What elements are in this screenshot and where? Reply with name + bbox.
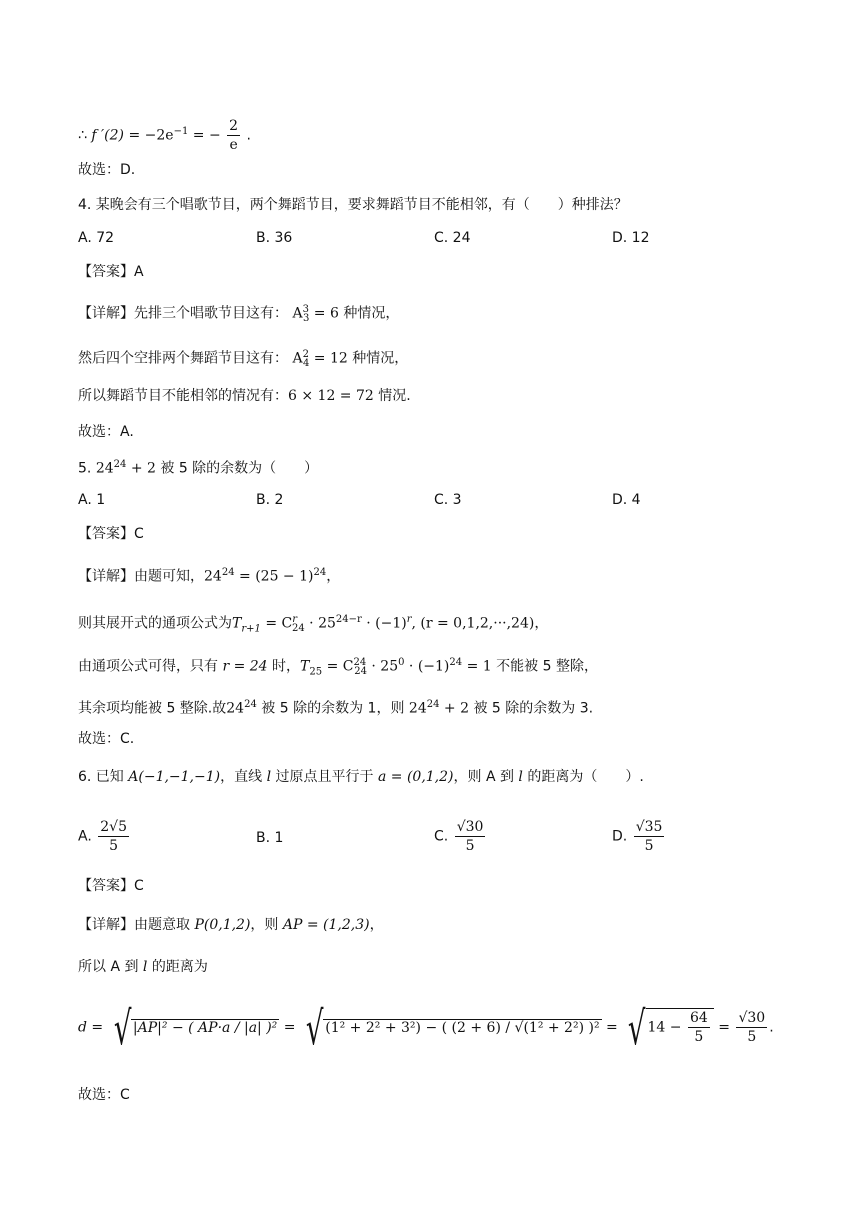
text: 不能被 5 整除， bbox=[491, 658, 598, 675]
fraction bbox=[688, 1009, 710, 1046]
sup: 24−r bbox=[335, 614, 362, 625]
math: · (−1) bbox=[361, 615, 407, 632]
q5-option-c: C. 3 bbox=[434, 492, 462, 508]
text: 6. 已知 bbox=[78, 769, 124, 785]
text: ，则 bbox=[250, 917, 279, 933]
text: 被 5 除的余数为 3. bbox=[469, 700, 594, 717]
math: · 25 bbox=[366, 658, 399, 675]
math-eq: = bbox=[606, 1019, 618, 1036]
text: 时， bbox=[272, 658, 301, 675]
frac-den: e bbox=[229, 137, 238, 153]
text: 被 5 除的余数为 1，则 bbox=[256, 700, 409, 717]
sub: 4 bbox=[302, 358, 310, 370]
math-l: l bbox=[138, 959, 152, 975]
math-vector-a: a = (0,1,2) bbox=[373, 769, 454, 785]
math: + 2 bbox=[126, 460, 156, 477]
fraction bbox=[634, 818, 665, 855]
text: ， bbox=[326, 568, 341, 585]
frac-num: 2 bbox=[229, 118, 239, 134]
math-l: l bbox=[262, 769, 276, 785]
q5-detail-4 bbox=[78, 695, 593, 719]
math: A bbox=[292, 350, 303, 367]
math-vector-ap: AP = (1,2,3) bbox=[278, 917, 370, 933]
period: . bbox=[769, 1019, 774, 1036]
sup: 3 bbox=[302, 304, 309, 315]
text: 然后四个空排两个舞蹈节目这有： bbox=[78, 350, 288, 367]
q4-option-c: C. 24 bbox=[434, 230, 471, 246]
text: 其余项均能被 5 整除.故 bbox=[78, 700, 227, 717]
text: 所以 A 到 bbox=[78, 959, 139, 975]
math: A bbox=[292, 305, 303, 322]
text: ， bbox=[369, 917, 384, 933]
label: C. bbox=[434, 828, 449, 845]
math-mid: = −2e bbox=[128, 127, 174, 144]
num: 64 bbox=[689, 1010, 708, 1026]
q4-answer: 【答案】A bbox=[78, 264, 144, 280]
q6-pick: 故选：C bbox=[78, 1087, 130, 1103]
result-fraction bbox=[736, 1009, 767, 1046]
text: ，则 A 到 bbox=[453, 769, 514, 785]
math: 14 − bbox=[647, 1019, 686, 1036]
math-lhs: f ′(2) bbox=[91, 127, 125, 144]
math: r = 24 bbox=[218, 658, 273, 675]
math: T bbox=[232, 615, 242, 632]
q4-option-b: B. 36 bbox=[256, 230, 293, 246]
math-l: l bbox=[513, 769, 528, 785]
text: ， bbox=[534, 615, 549, 632]
math: · 25 bbox=[304, 615, 336, 632]
text: ，直线 bbox=[220, 769, 263, 785]
text: 种情况， bbox=[347, 350, 409, 367]
q5-detail-1 bbox=[78, 563, 340, 587]
num: √35 bbox=[635, 819, 663, 835]
sup: 2 bbox=[302, 349, 309, 360]
math-point-p: P(0,1,2) bbox=[190, 917, 251, 933]
sup: 24 bbox=[221, 567, 235, 578]
math: 6 × 12 = 72 bbox=[288, 388, 374, 404]
sup: 24 bbox=[353, 657, 367, 668]
sqrt-sign: √ bbox=[113, 1000, 132, 1055]
q5-pick: 故选：C. bbox=[78, 731, 135, 747]
sqrt-content-1: |AP|² − ( AP·a / |a| )² bbox=[132, 1019, 278, 1036]
q-number: 5. bbox=[78, 460, 92, 477]
q4-detail-2 bbox=[78, 345, 408, 374]
text: 由通项公式可得，只有 bbox=[78, 658, 218, 675]
math: 24 bbox=[408, 700, 427, 717]
sqrt-content-3 bbox=[646, 1008, 714, 1046]
q5-detail-3 bbox=[78, 653, 598, 682]
math-eq: = − bbox=[192, 127, 221, 144]
text: 被 5 除的余数为（ ） bbox=[155, 460, 319, 477]
q6-option-c bbox=[434, 818, 487, 855]
math: = 1 bbox=[462, 658, 492, 675]
den: 5 bbox=[694, 1029, 704, 1045]
math: T bbox=[300, 658, 310, 675]
math-point-a: A(−1,−1,−1) bbox=[123, 769, 221, 785]
derivative-result-line bbox=[78, 117, 251, 154]
den: 5 bbox=[644, 838, 654, 854]
sub: r+1 bbox=[241, 623, 261, 635]
math: = C bbox=[322, 658, 354, 675]
label: A. bbox=[78, 828, 92, 845]
q4-stem: 4. 某晚会有三个唱歌节目，两个舞蹈节目，要求舞蹈节目不能相邻，有（ ）种排法？ bbox=[78, 197, 628, 213]
num: √30 bbox=[738, 1010, 766, 1026]
text: 种情况， bbox=[338, 305, 400, 322]
q5-answer: 【答案】C bbox=[78, 526, 144, 542]
q6-detail-2 bbox=[78, 957, 208, 977]
sub: 25 bbox=[309, 666, 323, 678]
q4-detail-1 bbox=[78, 300, 399, 329]
q4-detail-3 bbox=[78, 386, 411, 406]
therefore-symbol: ∴ bbox=[78, 127, 87, 144]
den: 5 bbox=[109, 838, 119, 854]
sup: r bbox=[292, 614, 297, 625]
sub: 24 bbox=[292, 623, 305, 635]
math: 24 bbox=[95, 460, 114, 477]
sqrt-sign: √ bbox=[305, 1000, 324, 1055]
q5-detail-2 bbox=[78, 610, 548, 639]
q5-stem bbox=[78, 455, 318, 479]
q5-option-d: D. 4 bbox=[612, 492, 641, 508]
sup: r bbox=[406, 614, 412, 625]
sqrt-sign: √ bbox=[628, 1000, 646, 1055]
text: 的距离为 bbox=[151, 959, 208, 975]
q6-option-b: B. 1 bbox=[256, 830, 284, 846]
math: + 2 bbox=[439, 700, 470, 717]
sub: 24 bbox=[354, 666, 367, 678]
math: , (r = 0,1,2,···,24) bbox=[411, 615, 535, 632]
q4-option-a: A. 72 bbox=[78, 230, 115, 246]
text: 的距离为（ ）. bbox=[527, 769, 644, 785]
sqrt-content-2: (1² + 2² + 3²) − ( (2 + 6) / √(1² + 2²) )² bbox=[325, 1019, 600, 1036]
fraction bbox=[455, 818, 486, 855]
math: 24 bbox=[226, 700, 245, 717]
fraction bbox=[98, 818, 129, 855]
q4-pick: 故选：A. bbox=[78, 424, 134, 440]
q4-option-d: D. 12 bbox=[612, 230, 650, 246]
math: · (−1) bbox=[404, 658, 450, 675]
sub: 3 bbox=[302, 313, 310, 325]
text: 【详解】由题意取 bbox=[78, 917, 190, 933]
distance-formula bbox=[78, 1000, 774, 1055]
text: 所以舞蹈节目不能相邻的情况有： bbox=[78, 388, 288, 404]
math-eq: = bbox=[718, 1019, 730, 1036]
q6-stem bbox=[78, 767, 644, 787]
sup: 24 bbox=[449, 657, 463, 668]
q6-detail-1 bbox=[78, 915, 384, 935]
sup: 24 bbox=[426, 699, 440, 710]
sup: 24 bbox=[313, 567, 327, 578]
math: = C bbox=[260, 615, 293, 632]
sup: 0 bbox=[398, 657, 405, 668]
q6-answer: 【答案】C bbox=[78, 878, 144, 894]
text: 则其展开式的通项公式为 bbox=[78, 615, 232, 632]
answer-pick-d: 故选：D. bbox=[78, 162, 136, 178]
sup: 24 bbox=[113, 459, 127, 470]
sup: 24 bbox=[244, 699, 257, 710]
period: . bbox=[246, 127, 251, 144]
q5-option-b: B. 2 bbox=[256, 492, 284, 508]
label: D. bbox=[612, 828, 628, 845]
num: 2√5 bbox=[100, 819, 127, 835]
math: 24 bbox=[204, 568, 222, 585]
text: 情况. bbox=[373, 388, 411, 404]
math-eq: = 6 bbox=[309, 305, 339, 322]
math-d: d = bbox=[78, 1019, 104, 1036]
math: = (25 − 1) bbox=[234, 568, 314, 585]
q6-option-a bbox=[78, 818, 131, 855]
den: 5 bbox=[465, 838, 475, 854]
q5-option-a: A. 1 bbox=[78, 492, 106, 508]
q6-option-d bbox=[612, 818, 666, 855]
math-eq: = 12 bbox=[309, 350, 348, 367]
den: 5 bbox=[747, 1029, 757, 1045]
text: 【详解】由题可知， bbox=[78, 568, 204, 585]
text: 【详解】先排三个唱歌节目这有： bbox=[78, 305, 288, 322]
text: 过原点且平行于 bbox=[275, 769, 374, 785]
math-exp: −1 bbox=[173, 125, 189, 137]
fraction-2-over-e bbox=[227, 117, 240, 154]
num: √30 bbox=[456, 819, 484, 835]
math-eq: = bbox=[283, 1019, 296, 1036]
